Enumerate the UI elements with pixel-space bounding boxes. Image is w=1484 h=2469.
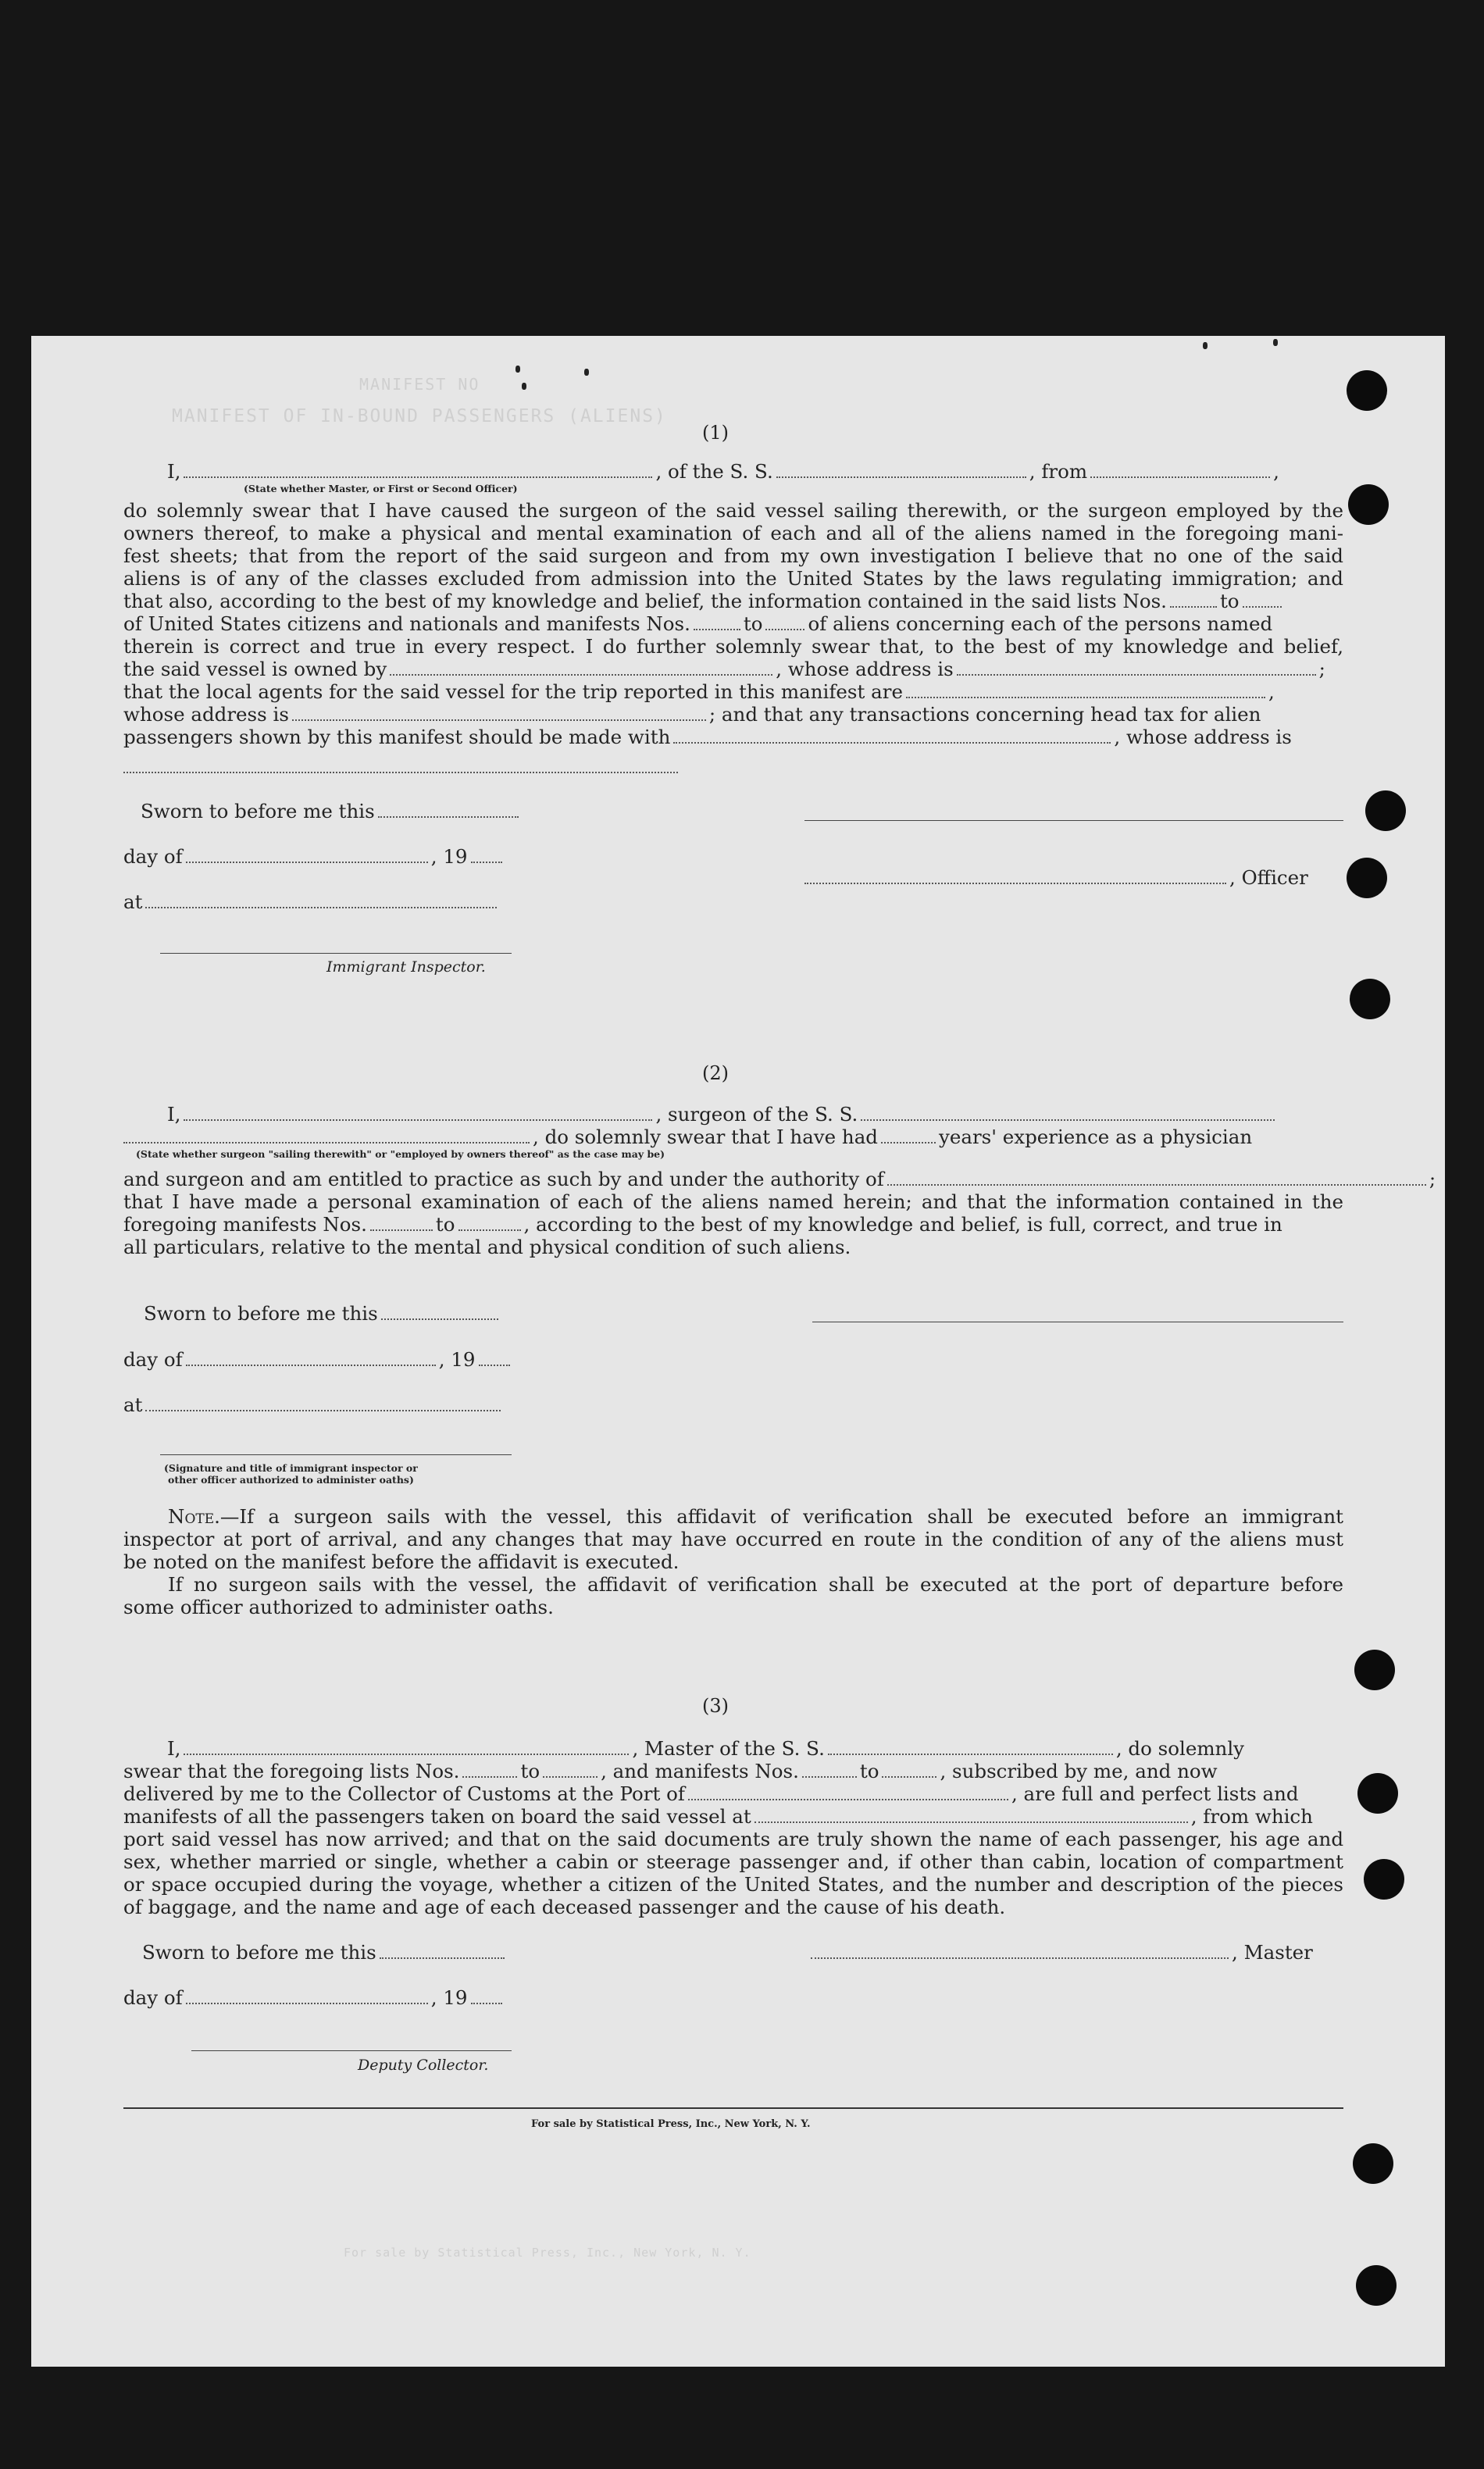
s3-collector-line [191,2050,512,2051]
s2-line-4: that I have made a personal examination of each of the aliens named herein; and that the information contained in the [123,1190,1343,1213]
s2-inspector-line [160,1454,512,1455]
note-p1-line-3: be noted on the manifest before the affidavit is executed. [123,1550,680,1573]
punch-hole [1354,1650,1395,1690]
s1-at: at [123,891,500,913]
s1-continuation-line [123,772,678,773]
punch-hole [1348,484,1389,525]
s3-line-6: sex, whether married or single, whether a cabin or steerage passenger and, if other than cabin, location of compartment [123,1850,1343,1873]
footer-rule [123,2107,1343,2109]
s3-sworn: Sworn to before me this [142,1942,508,1964]
s1-signature-line-1 [804,820,1343,821]
s2-line-3: and surgeon and am entitled to practice as such by and under the authority of ; [123,1168,1436,1190]
s1-line-intro: I, , of the S. S. , from , [167,460,1279,483]
s3-line-3: delivered by me to the Collector of Customs at the Port of , are full and perfect lists and [123,1782,1299,1805]
punch-hole [1347,858,1387,898]
punch-hole [1364,1859,1404,1900]
s2-sig-note-2: other officer authorized to administer oaths) [168,1474,414,1486]
s2-at: at [123,1394,504,1416]
speck [515,366,520,373]
s3-line-8: of baggage, and the name and age of each deceased passenger and the cause of his death. [123,1896,1006,1918]
bleed-through-title-1: MANIFEST OF IN-BOUND PASSENGERS (ALIENS) [172,406,667,426]
form-sheet [31,336,1445,2367]
s1-officer-line: , Officer [804,867,1308,889]
speck [1203,342,1208,349]
section-3-heading: (3) [702,1695,729,1717]
s1-line-6: of United States citizens and nationals and manifests Nos. to of aliens concerning each of the persons named [123,612,1273,635]
s3-collector-label: Deputy Collector. [358,2057,489,2074]
s1-sworn: Sworn to before me this [141,801,522,822]
s1-line-11: passengers shown by this manifest should be made with , whose address is [123,726,1292,748]
s2-line-1: I, , surgeon of the S. S. [167,1104,1278,1126]
speck [522,383,526,390]
s1-line-5: that also, according to the best of my knowledge and belief, the information contained in the said lists Nos. to [123,590,1285,612]
section-1-heading: (1) [702,422,729,444]
note-p1-line-2: inspector at port of arrival, and any changes that may have occurred en route in the condition of any of the aliens must [123,1528,1343,1550]
s1-line-8: the said vessel is owned by , whose address is ; [123,658,1325,680]
s1-inspector-label: Immigrant Inspector. [326,958,486,976]
punch-hole [1356,2265,1397,2306]
note-label: Note. [168,1505,220,1528]
s3-line-5: port said vessel has now arrived; and that on the said documents are truly shown the name of each passenger, his age and [123,1828,1343,1850]
s2-day-of: day of , 19 [123,1349,513,1371]
s1-line-10: whose address is ; and that any transactions concerning head tax for alien [123,703,1261,726]
bleed-through-bottom: For sale by Statistical Press, Inc., New York, N. Y. [344,2246,751,2260]
punch-hole [1347,370,1387,411]
note-p1-line-1: Note.—If a surgeon sails with the vessel, this affidavit of verification shall be executed before an immigrant [168,1505,1343,1528]
s2-line-6: all particulars, relative to the mental and physical condition of such aliens. [123,1236,851,1258]
note-p2-line-1: If no surgeon sails with the vessel, the affidavit of verification shall be executed at the port of departure before [168,1573,1343,1596]
s3-line-7: or space occupied during the voyage, whether a citizen of the United States, and the number and description of the pieces [123,1873,1343,1896]
s2-line-5: foregoing manifests Nos. to , according to the best of my knowledge and belief, is full, correct, and true in [123,1213,1282,1236]
s1-line-1: do solemnly swear that I have caused the surgeon of the said vessel sailing therewith, or the surgeon employed by the [123,499,1343,522]
s1-line-4: aliens is of any of the classes excluded from admission into the United States by the laws regulating immigration; and [123,567,1343,590]
s3-day-of: day of , 19 [123,1987,505,2009]
s1-inspector-line [160,953,512,954]
punch-hole [1357,1773,1398,1814]
punch-hole [1365,790,1406,831]
s2-sworn: Sworn to before me this [144,1303,501,1325]
s1-note-officer: (State whether Master, or First or Second Officer) [244,483,518,494]
s1-line-3: fest sheets; that from the report of the said surgeon and from my own investigation I believe that no one of the said [123,544,1343,567]
s2-note-surgeon: (State whether surgeon "sailing therewith" or "employed by owners thereof" as the case may be) [136,1148,665,1160]
section-2-heading: (2) [702,1062,729,1084]
speck [1273,339,1278,346]
footer-imprint: For sale by Statistical Press, Inc., New York, N. Y. [531,2118,811,2130]
s2-line-2: , do solemnly swear that I have had years' experience as a physician [123,1126,1252,1148]
s1-line-2: owners thereof, to make a physical and mental examination of each and all of the aliens named in the foregoing mani- [123,522,1343,544]
note-p2-line-2: some officer authorized to administer oaths. [123,1596,554,1618]
bleed-through-title-0: MANIFEST NO [359,375,480,394]
punch-hole [1350,979,1390,1019]
s1-line-7: therein is correct and true in every respect. I do further solemnly swear that, to the best of my knowledge and belief, [123,635,1343,658]
s1-line-9: that the local agents for the said vessel for the trip reported in this manifest are , [123,680,1275,703]
s2-sig-note-1: (Signature and title of immigrant inspector or [164,1462,418,1474]
s3-master-line: , Master [811,1942,1313,1964]
s3-line-2: swear that the foregoing lists Nos. to , and manifests Nos. to , subscribed by me, and now [123,1760,1218,1782]
s3-line-1: I, , Master of the S. S. , do solemnly [167,1737,1245,1760]
punch-hole [1353,2143,1393,2184]
speck [584,369,589,376]
s1-day-of: day of , 19 [123,846,505,868]
s3-line-4: manifests of all the passengers taken on board the said vessel at , from which [123,1805,1313,1828]
